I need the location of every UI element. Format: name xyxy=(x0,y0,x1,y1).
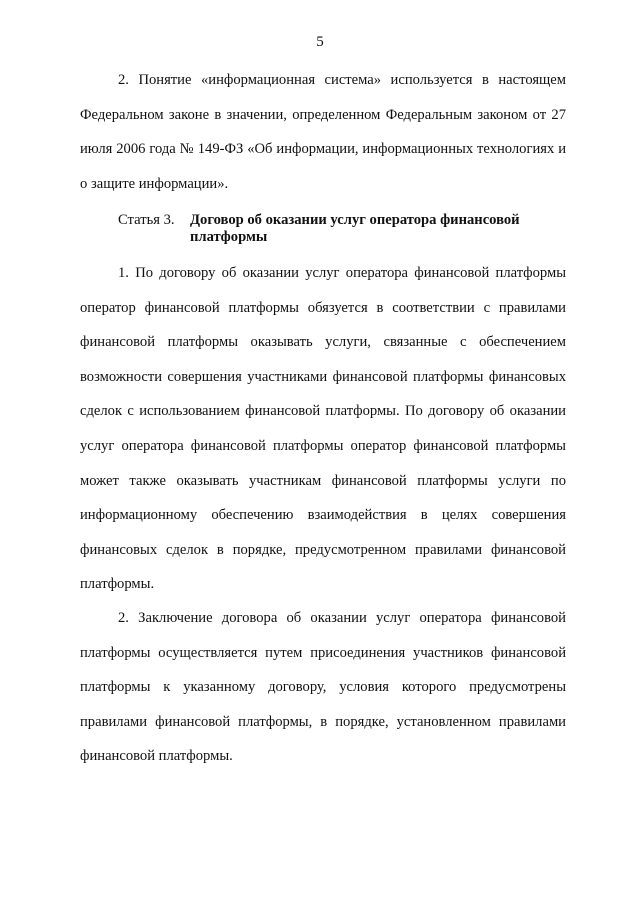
paragraph-article-3-item-2: 2. Заключение договора об оказании услуг оператора финансовой платформы осуществляется путем присоединения участников финансовой платформы к указанному договору, условия которого предусмотрены правилами финансовой платформы, в порядке, установленном правилами финансовой платформы. xyxy=(80,610,566,765)
article-label: Статья 3. xyxy=(118,212,175,228)
paragraph-article-3-item-1: 1. По договору об оказании услуг оператора финансовой платформы оператор финансовой платформы обязуется в соответствии с правилами финансовой платформы оказывать услуги, связанные с обеспечением возможности совершения участниками финансовой платформы финансовых сделок с использованием финансовой платформы. По договору об оказании услуг оператора финансовой платформы оператор финансовой платформы может также оказывать участникам финансовой платформы услуги по информационному обеспечению взаимодействия в целях совершения финансовых сделок в порядке, предусмотренном правилами финансовой платформы. xyxy=(80,265,566,593)
article-heading xyxy=(118,212,568,246)
paragraph-definition: 2. Понятие «информационная система» используется в настоящем Федеральном законе в значении, определенном Федеральным законом от 27 июля 2006 года № 149-ФЗ «Об информации, информационных технологиях и о защите информации». xyxy=(80,72,566,192)
page-number: 5 xyxy=(316,34,324,50)
article-title: Договор об оказании услуг оператора финансовой платформы xyxy=(190,212,520,245)
